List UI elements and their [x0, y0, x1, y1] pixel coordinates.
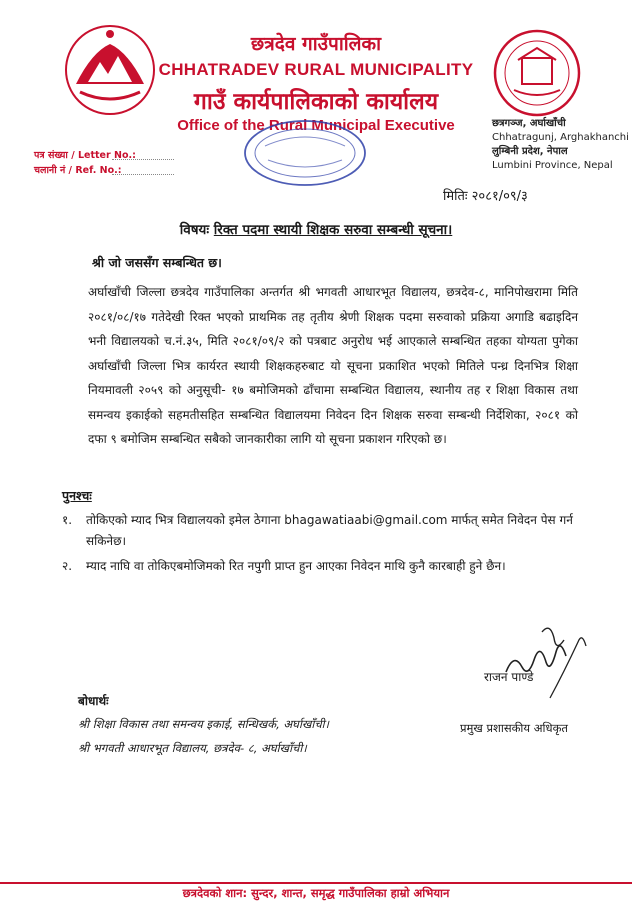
address-line: लुम्बिनी प्रदेश, नेपाल — [492, 146, 568, 157]
list-item — [62, 510, 582, 552]
postscript-list — [62, 510, 582, 577]
list-text: म्याद नाघि वा तोकिएबमोजिमको रित नपुगी प्राप्त हुन आएका निवेदन माथि कुनै कारबाही हुने छैन। — [86, 559, 506, 573]
subject-text: रिक्त पदमा स्थायी शिक्षक सरुवा सम्बन्धी सूचना। — [213, 222, 453, 238]
cc-heading: बोधार्थः — [78, 694, 109, 708]
salutation: श्री जो जससँग सम्बन्धित छ। — [92, 255, 222, 270]
reference-lines — [34, 148, 174, 178]
address-line: Lumbini Province, Nepal — [492, 160, 613, 171]
letter-no-label: पत्र संख्या / Letter No.: — [34, 150, 136, 161]
signatory-title: प्रमुख प्रशासकीय अधिकृत — [460, 721, 568, 735]
cc-item: श्री शिक्षा विकास तथा समन्वय इकाई, सन्धिखर्क, अर्घाखाँची। — [78, 717, 329, 731]
footer-divider — [0, 882, 632, 884]
office-name-nepali: गाउँ कार्यपालिकाको कार्यालय — [193, 89, 439, 115]
office-address — [492, 117, 627, 173]
address-line: Chhatragunj, Arghakhanchi — [492, 132, 629, 143]
subject-prefix: विषयः — [179, 222, 210, 238]
municipality-name-nepali: छत्रदेव गाउँपालिका — [250, 33, 382, 55]
postscript-heading: पुनश्चः — [62, 488, 92, 503]
office-name-english: Office of the Rural Municipal Executive — [177, 117, 455, 134]
list-number: २. — [62, 559, 73, 573]
ref-no-label: चलानी नं / Ref. No.: — [34, 165, 122, 176]
handwritten-signature — [494, 612, 594, 702]
signatory-name: राजन पाण्डे — [484, 670, 534, 684]
notice-body: अर्घाखाँची जिल्ला छत्रदेव गाउँपालिका अन्तर्गत श्री भगवती आधारभूत विद्यालय, छत्रदेव-८, मानिपोखरामा मिति २०८१/०८/१७ गतेदेखी रिक्त भएको प्राथमिक तह तृतीय श्रेणी शिक्षक पदमा सरुवाको प्रक्रिया अगाडि बढाइदिन भनी विद्यालयको च.नं.३५, मिति २०८१/०९/२ को पत्रबाट अनुरोध भई आएकाले सम्बन्धित तहका योग्यता पुगेका अर्घाखाँची जिल्ला भित्र कार्यरत स्थायी शिक्षकहरुबाट यो सूचना प्रकाशित भएको मितिले पन्ध्र दिनभित्र शिक्षा नियमावली २०५९ को अनुसूची- १७ बमोजिमको ढाँचामा सम्बन्धित विद्यालय, स्थानीय तह र शिक्षा विकास तथा समन्वय इकाईको सहमतीसहित सम्बन्धित विद्यालयमा निवेदन दिन शिक्षक सरुवा सम्बन्धी निर्देशिका, २०८१ को दफा ९ बमोजिम सम्बन्धित सबैको जानकारीका लागि यो सूचना प्रकाशन गरिएको छ। — [88, 285, 578, 446]
list-text: तोकिएको म्याद भित्र विद्यालयको इमेल ठेगाना bhagawatiaabi@gmail.com मार्फत् समेत निवेदन पेस गर्न सकिनेछ। — [86, 513, 573, 548]
subject-line — [0, 220, 632, 238]
cc-list — [78, 712, 329, 760]
letter-date: मितिः २०८१/०९/३ — [443, 189, 528, 204]
list-item — [62, 556, 582, 577]
cc-item: श्री भगवती आधारभूत विद्यालय, छत्रदेव- ८, अर्घाखाँची। — [78, 741, 307, 755]
municipality-name-english: CHHATRADEV RURAL MUNICIPALITY — [158, 60, 474, 79]
footer-slogan: छत्रदेवको शान: सुन्दर, शान्त, समृद्ध गाउँपालिका हाम्रो अभियान — [182, 886, 450, 900]
office-stamp — [240, 118, 370, 188]
address-line: छत्रगञ्ज, अर्घाखाँची — [492, 118, 566, 129]
list-number: १. — [62, 513, 73, 527]
